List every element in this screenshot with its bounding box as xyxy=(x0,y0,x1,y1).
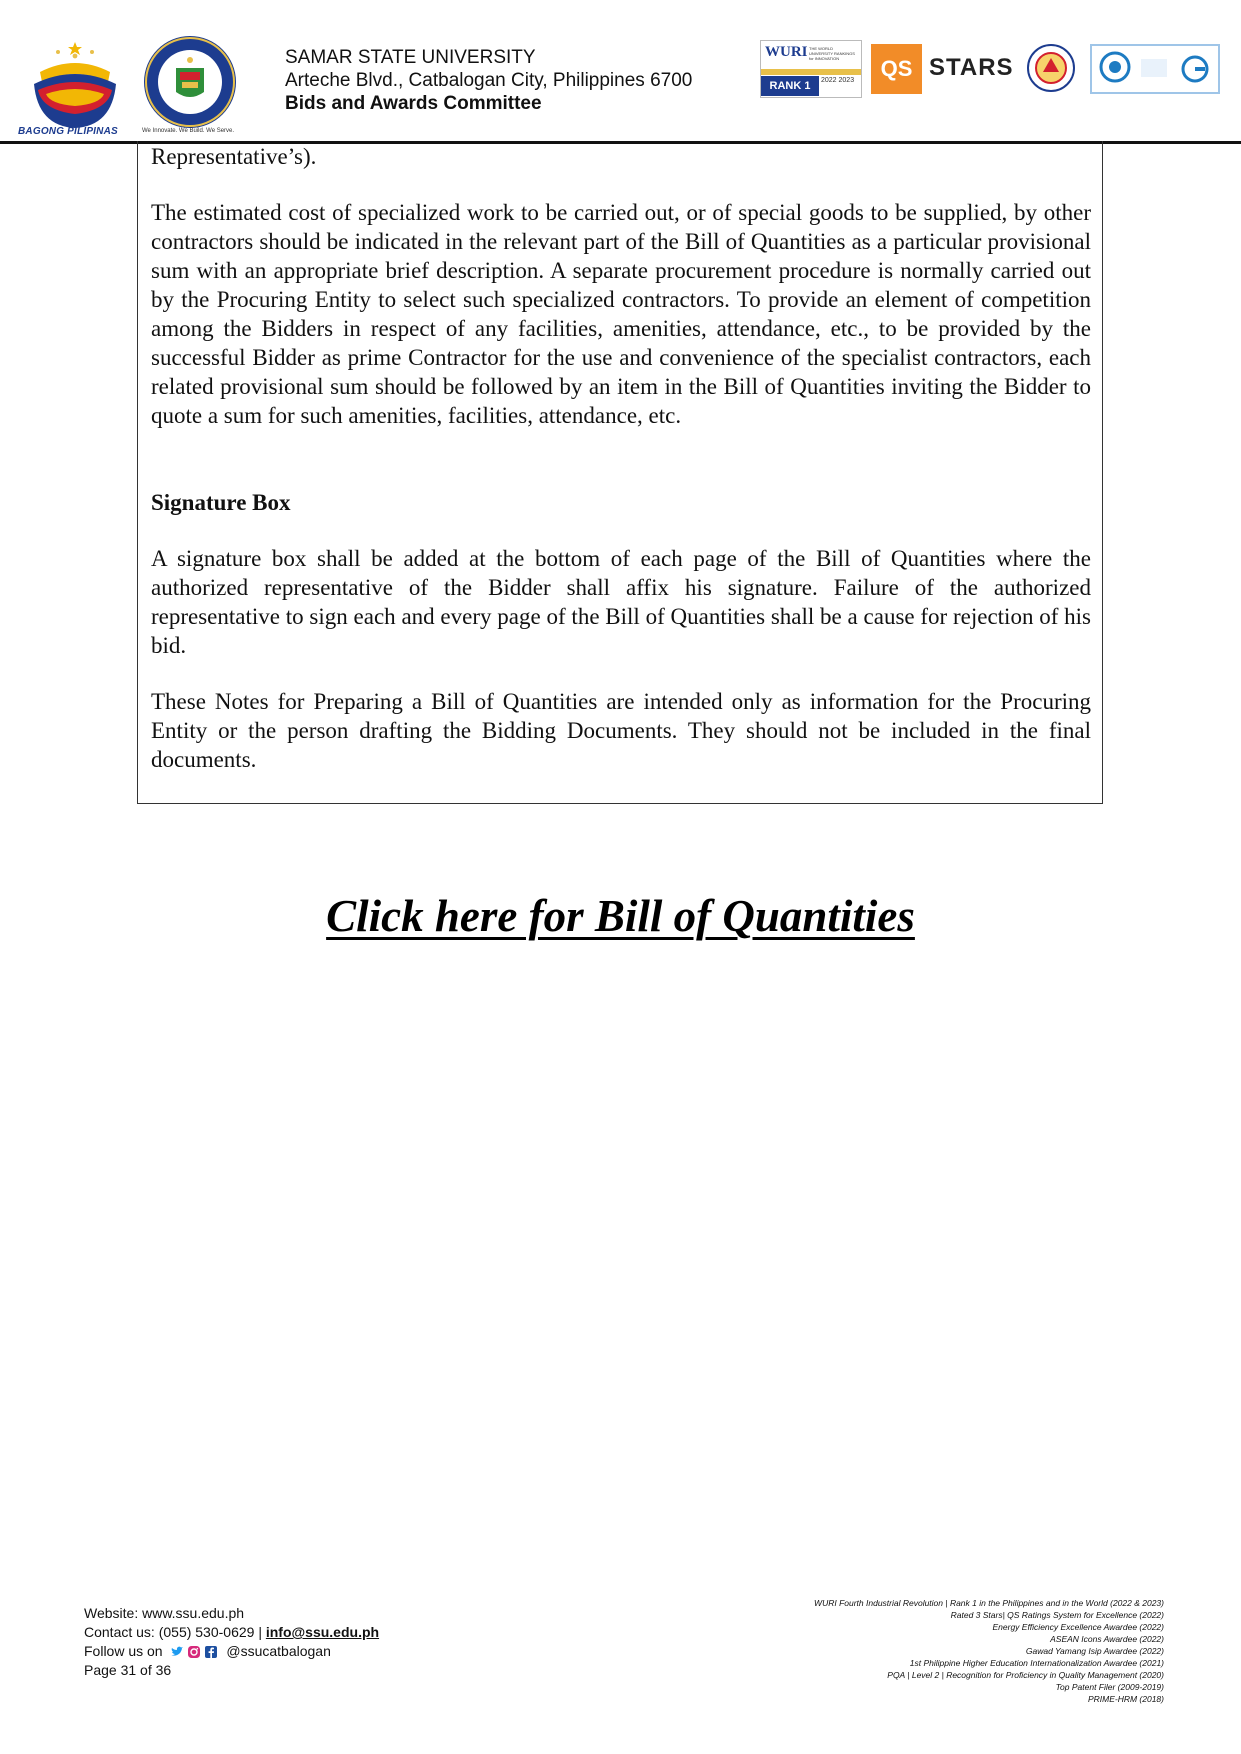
footer-email-link[interactable]: info@ssu.edu.ph xyxy=(265,1624,380,1640)
committee-name: Bids and Awards Committee xyxy=(285,93,542,114)
wuri-ribbon xyxy=(761,69,861,75)
award-line: ASEAN Icons Awardee (2022) xyxy=(1050,1634,1164,1644)
organization-address: Arteche Blvd., Catbalogan City, Philippines 6700 xyxy=(285,70,693,91)
award-line: Top Patent Filer (2009-2019) xyxy=(1055,1682,1164,1692)
wuri-title: WURI xyxy=(765,44,808,60)
footer-contact xyxy=(84,1604,379,1680)
pqa-award-seal xyxy=(1026,42,1076,94)
footer-social-handle: @ssucatbalogan xyxy=(226,1643,331,1659)
footer-contact-prefix: Contact us: (055) 530-0629 | xyxy=(84,1624,266,1640)
instagram-icon[interactable] xyxy=(187,1645,201,1659)
footer-website: Website: www.ssu.edu.ph xyxy=(84,1605,245,1621)
organization-block xyxy=(285,46,692,115)
award-line: 1st Philippine Higher Education Internationalization Awardee (2021) xyxy=(909,1658,1164,1668)
qs-logo: QS xyxy=(871,44,922,94)
wuri-rank-label: RANK 1 xyxy=(761,76,819,96)
wuri-rank-badge xyxy=(760,40,862,98)
bagong-pilipinas-caption: BAGONG PILIPINAS xyxy=(18,126,118,137)
seal-tagline: We Innovate. We Build. We Serve. xyxy=(142,128,235,134)
socotec-iso-certification-icon xyxy=(1090,44,1220,94)
notes-box xyxy=(137,141,1103,804)
bagong-pilipinas-logo xyxy=(20,34,130,140)
paragraph-provisional-sums: The estimated cost of specialized work to be carried out, or of special goods to be supplied, by other contractors should be indicated in the relevant part of the Bill of Quantities as a particular provisional sum with an appropriate brief description. A separate procurement procedure is normally carried out by the Procuring Entity to select such specialized contractors. To provide an element of competition among the Bidders in respect of any facilities, amenities, attendance, etc., to be provided by the successful Bidder as prime Contractor for the use and convenience of the specialist contractors, each related provisional sum should be followed by an item in the Bill of Quantities inviting the Bidder to quote a sum for such amenities, facilities, attendance, etc. xyxy=(151,200,1091,428)
samar-state-university-seal xyxy=(142,34,238,130)
social-icons xyxy=(170,1645,218,1659)
qs-stars-label: STARS xyxy=(929,54,1014,81)
paragraph-continuation: Representative’s). xyxy=(151,144,317,169)
twitter-icon[interactable] xyxy=(170,1645,184,1659)
wuri-subtitle: THE WORLD UNIVERSITY RANKINGS for INNOVATION xyxy=(809,46,855,61)
award-line: Gawad Yamang Isip Awardee (2022) xyxy=(1025,1646,1164,1656)
signature-box-heading: Signature Box xyxy=(151,490,291,515)
award-line: Rated 3 Stars| QS Ratings System for Excellence (2022) xyxy=(950,1610,1164,1620)
footer-page-number: Page 31 of 36 xyxy=(84,1662,172,1678)
footer-follow-prefix: Follow us on xyxy=(84,1643,163,1659)
bill-of-quantities-link[interactable]: Click here for Bill of Quantities xyxy=(326,891,915,941)
page-header xyxy=(0,0,1241,144)
award-line: Energy Efficiency Excellence Awardee (2022) xyxy=(992,1622,1164,1632)
award-line: WURI Fourth Industrial Revolution | Rank 1 in the Philippines and in the World (2022 & 2023) xyxy=(814,1598,1164,1608)
paragraph-notes-disclaimer: These Notes for Preparing a Bill of Quantities are intended only as information for the Procuring Entity or the person drafting the Bidding Documents. They should not be included in the final documents. xyxy=(151,689,1091,772)
award-line: PRIME-HRM (2018) xyxy=(1087,1694,1164,1704)
facebook-icon[interactable] xyxy=(204,1645,218,1659)
wuri-years: 2022 2023 xyxy=(821,77,855,84)
paragraph-signature-box: A signature box shall be added at the bottom of each page of the Bill of Quantities where the authorized representative of the Bidder shall affix his signature. Failure of the authorized representative to sign each and every page of the Bill of Quantities shall be a cause for rejection of his bid. xyxy=(151,546,1091,658)
footer-awards xyxy=(604,1597,1164,1705)
footer-contact-line xyxy=(84,1623,379,1642)
organization-name: SAMAR STATE UNIVERSITY xyxy=(285,47,536,68)
award-line: PQA | Level 2 | Recognition for Proficiency in Quality Management (2020) xyxy=(887,1670,1164,1680)
footer-follow-line xyxy=(84,1642,379,1661)
